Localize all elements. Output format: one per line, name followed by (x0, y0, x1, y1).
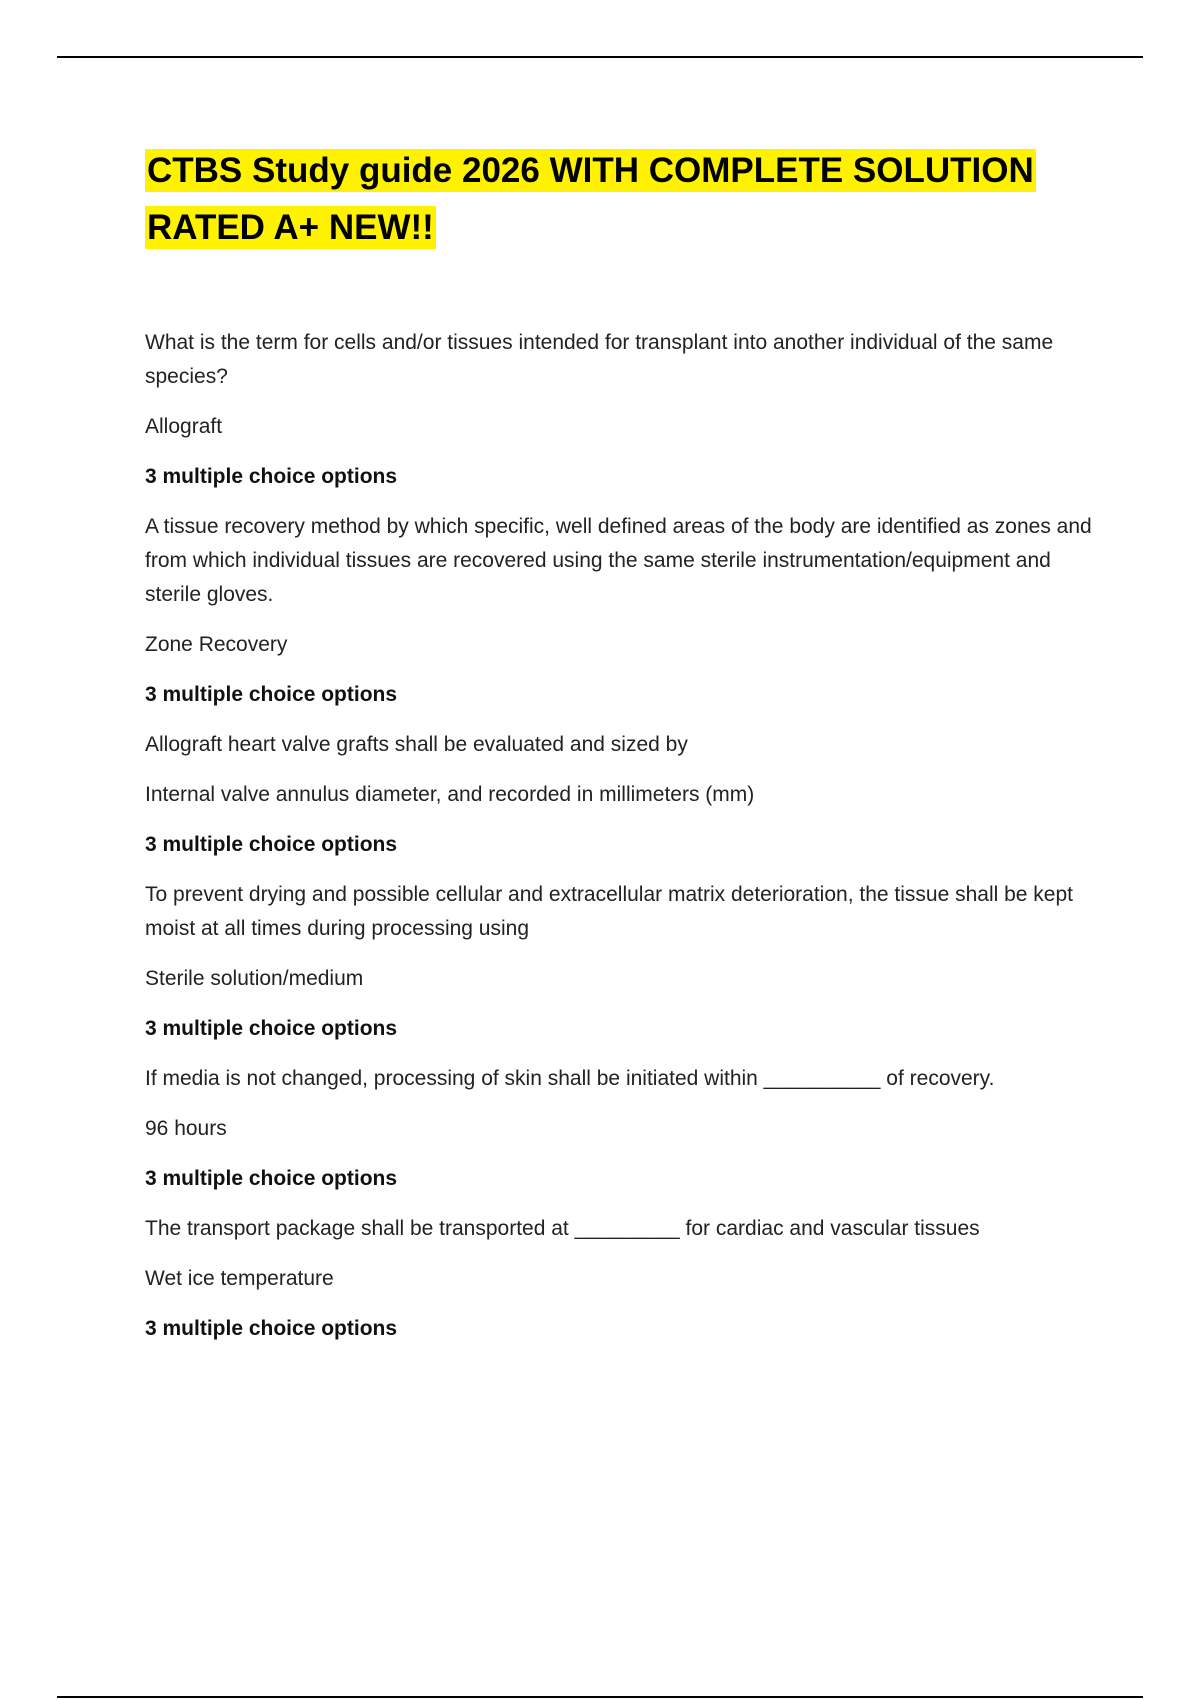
title-line-2: RATED A+ NEW!! (147, 208, 434, 247)
answer-1: Allograft (145, 415, 223, 438)
options-note-6: 3 multiple choice options (145, 1317, 398, 1340)
options-note-2: 3 multiple choice options (145, 683, 398, 706)
question-2: A tissue recovery method by which specific, well defined areas of the body are identified as zones and from which individual tissues are recovered using the same sterile instrumentation/equipment and sterile gloves. (145, 515, 1092, 606)
answer-6: Wet ice temperature (145, 1267, 334, 1290)
question-4: To prevent drying and possible cellular and extracellular matrix deterioration, the tissue shall be kept moist at all times during processing using (145, 883, 1073, 940)
answer-4: Sterile solution/medium (145, 967, 364, 990)
top-rule (57, 56, 1143, 58)
document-title (145, 142, 1095, 256)
question-list (145, 326, 1095, 1346)
options-note-3: 3 multiple choice options (145, 833, 398, 856)
answer-5: 96 hours (145, 1117, 227, 1140)
bottom-rule (57, 1696, 1143, 1698)
options-note-4: 3 multiple choice options (145, 1017, 398, 1040)
question-1: What is the term for cells and/or tissues intended for transplant into another individual of the same species? (145, 331, 1054, 388)
options-note-1: 3 multiple choice options (145, 465, 398, 488)
title-line-1: CTBS Study guide 2026 WITH COMPLETE SOLUTION (147, 151, 1034, 190)
question-3: Allograft heart valve grafts shall be evaluated and sized by (145, 733, 688, 756)
document-body (145, 142, 1095, 1362)
options-note-5: 3 multiple choice options (145, 1167, 398, 1190)
answer-2: Zone Recovery (145, 633, 288, 656)
question-5: If media is not changed, processing of skin shall be initiated within __________ of recovery. (145, 1067, 995, 1090)
answer-3: Internal valve annulus diameter, and recorded in millimeters (mm) (145, 783, 755, 806)
question-6: The transport package shall be transported at _________ for cardiac and vascular tissues (145, 1217, 980, 1240)
